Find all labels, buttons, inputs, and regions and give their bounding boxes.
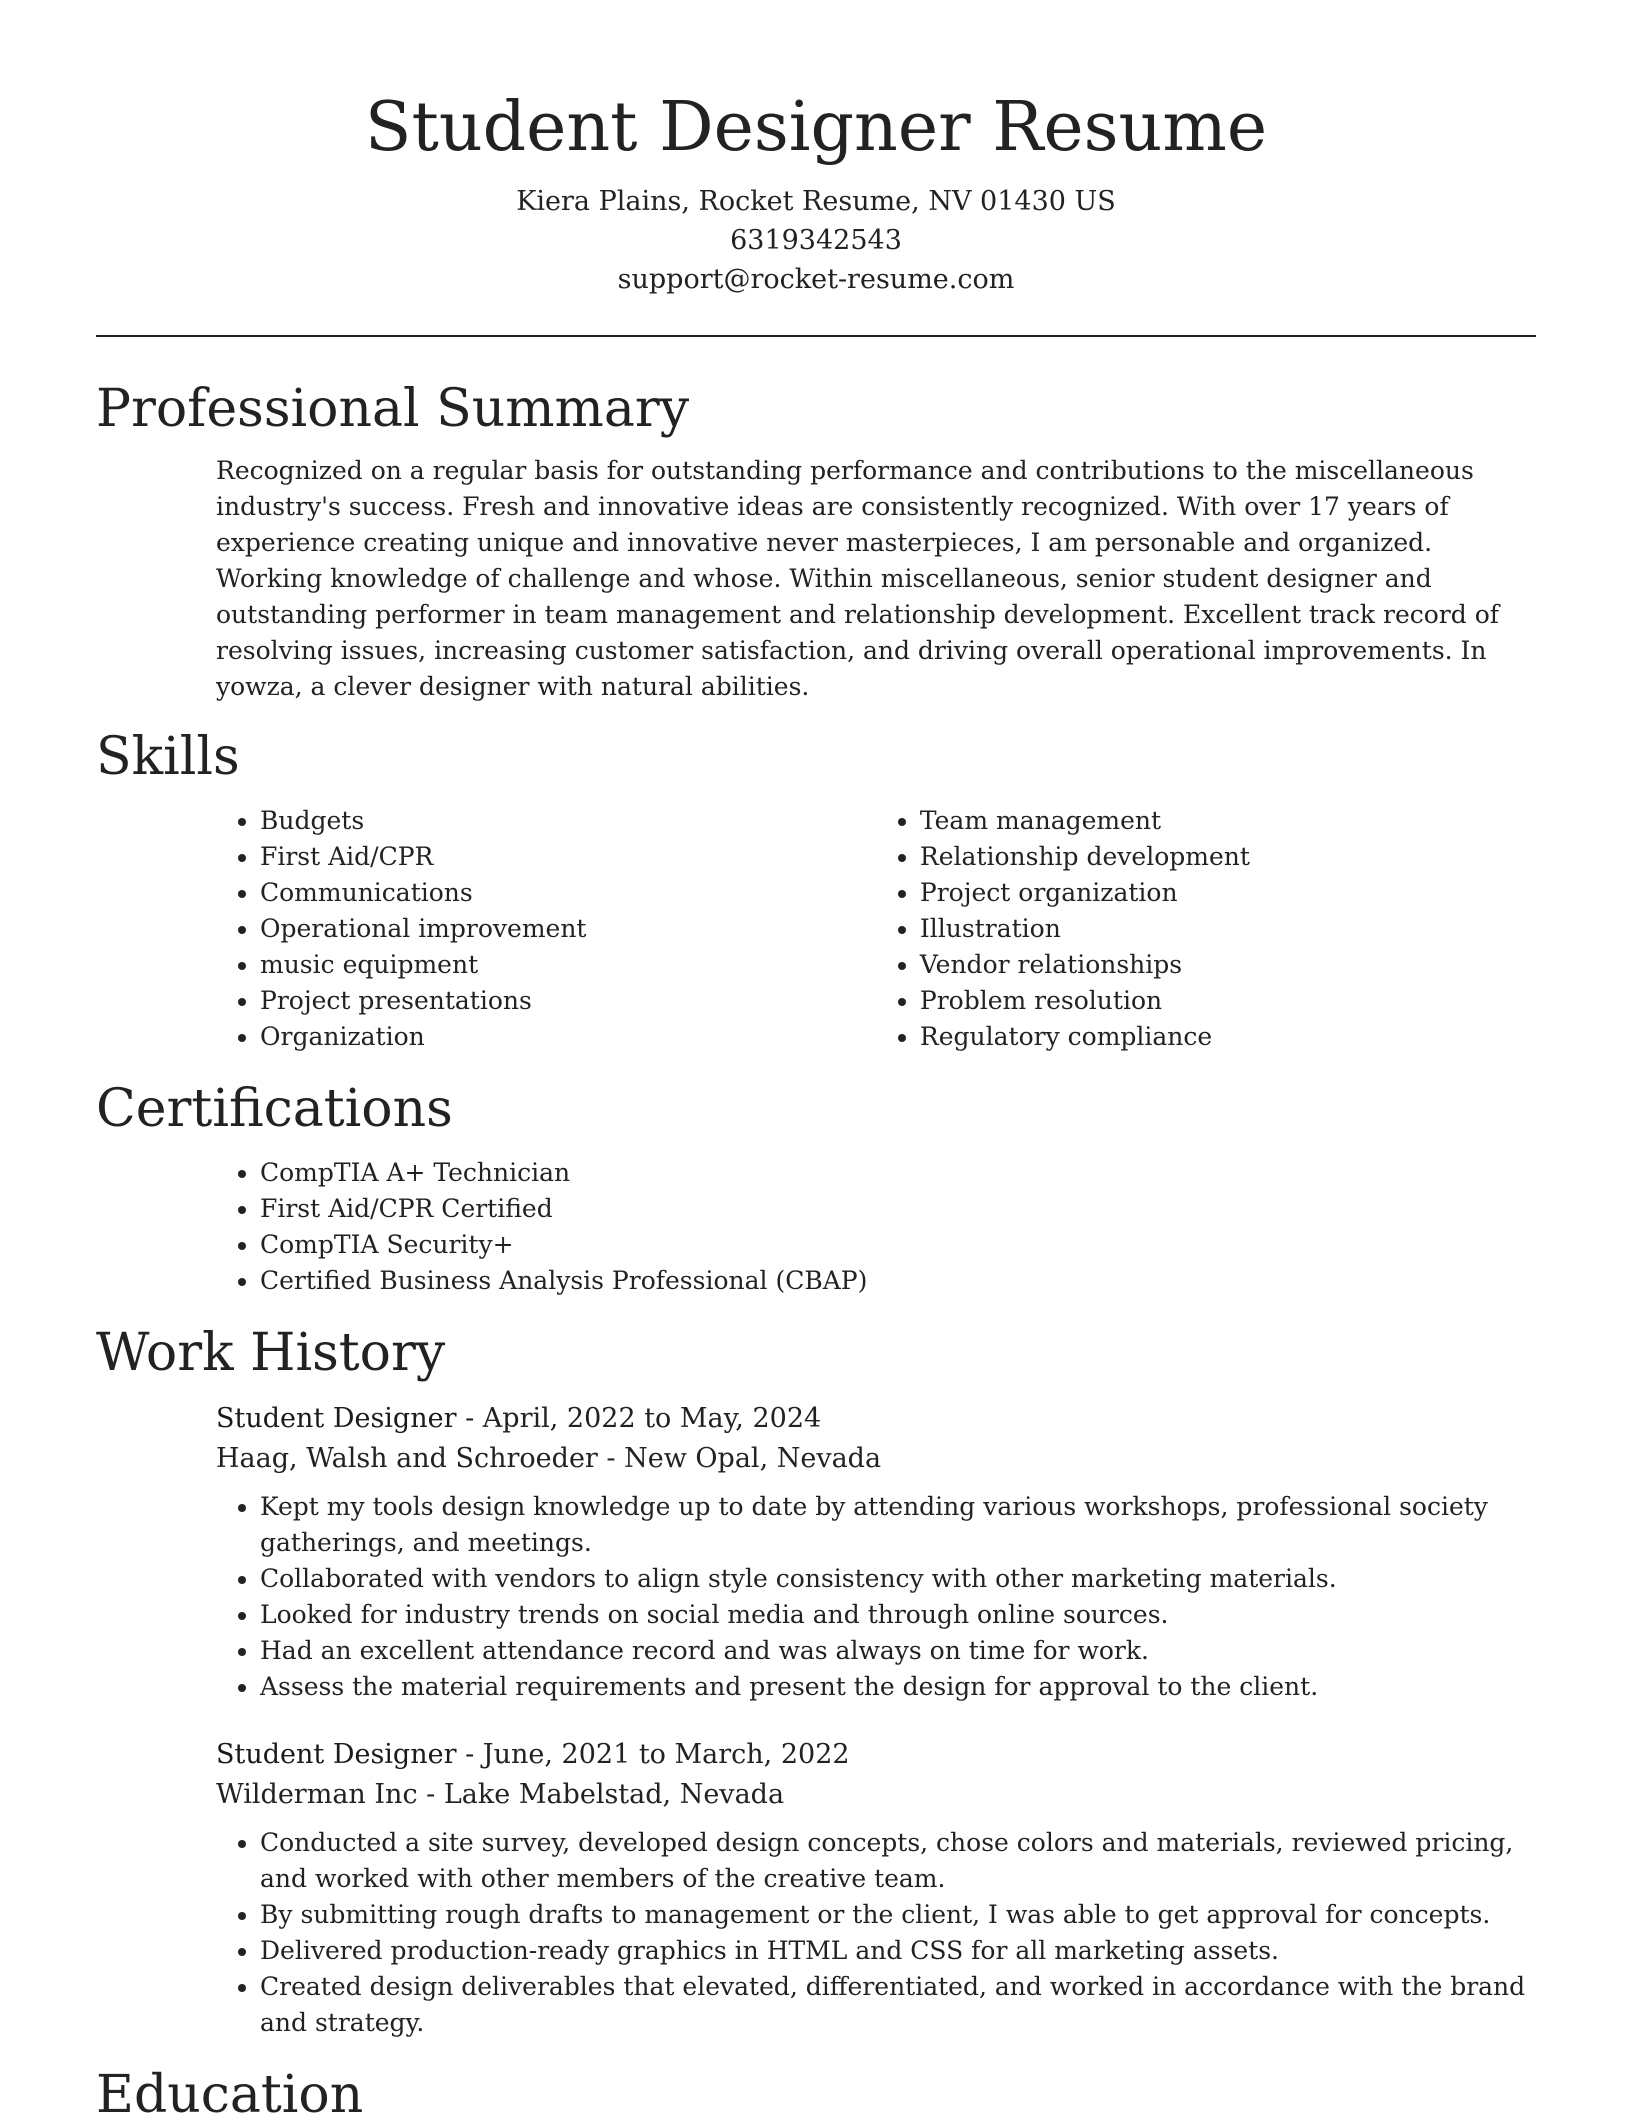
summary-section [96, 377, 1536, 705]
job-bullet: • Looked for industry trends on social media and through online sources. [260, 1597, 1536, 1633]
certification-item: • CompTIA Security+ [260, 1227, 1536, 1263]
job-title: Student Designer [216, 1403, 457, 1434]
contact-address: Kiera Plains, Rocket Resume, NV 01430 US [516, 186, 1116, 217]
work-history-heading: Work History [96, 1323, 446, 1383]
job-bullets [96, 1825, 1536, 2041]
contact-phone: 6319342543 [730, 225, 902, 256]
job-bullets [96, 1489, 1536, 1705]
job-entry [96, 1399, 1536, 1705]
contact-block [96, 182, 1536, 299]
skills-list-left [96, 803, 906, 1055]
skill-item: • Problem resolution [920, 983, 1536, 1019]
skill-item: • Communications [260, 875, 906, 911]
job-company: Wilderman Inc [216, 1779, 418, 1810]
skill-item: • Illustration [920, 911, 1536, 947]
skill-item: • Project organization [920, 875, 1536, 911]
skill-item: • Team management [920, 803, 1536, 839]
skill-item: • Vendor relationships [920, 947, 1536, 983]
job-bullet: • Created design deliverables that elevated, differentiated, and worked in accordance with the brand and strategy. [260, 1969, 1536, 2041]
skill-item: • Relationship development [920, 839, 1536, 875]
skill-item: • music equipment [260, 947, 906, 983]
job-bullet: • Had an excellent attendance record and was always on time for work. [260, 1633, 1536, 1669]
job-bullet: • Conducted a site survey, developed design concepts, chose colors and materials, reviewed pricing, and worked with other members of the creative team. [260, 1825, 1536, 1897]
education-heading: Education [96, 2065, 364, 2125]
skills-columns [96, 803, 1536, 1055]
job-title: Student Designer [216, 1739, 457, 1770]
skill-item: • Organization [260, 1019, 906, 1055]
skill-item: • Regulatory compliance [920, 1019, 1536, 1055]
job-location: - New Opal, Nevada [597, 1443, 882, 1474]
job-bullet: • Collaborated with vendors to align style consistency with other marketing materials. [260, 1561, 1536, 1597]
certifications-list [96, 1155, 1536, 1299]
job-location: - Lake Mabelstad, Nevada [417, 1779, 785, 1810]
job-company-line [216, 1439, 1536, 1479]
education-section [96, 2063, 1536, 2127]
certification-item: • CompTIA A+ Technician [260, 1155, 1536, 1191]
resume-page [96, 0, 1536, 2127]
job-entry [96, 1735, 1536, 2041]
job-title-line [216, 1399, 1536, 1439]
skills-section [96, 725, 1536, 1055]
certification-item: • First Aid/CPR Certified [260, 1191, 1536, 1227]
skill-item: • First Aid/CPR [260, 839, 906, 875]
job-bullet: • Kept my tools design knowledge up to date by attending various workshops, professional society gatherings, and meetings. [260, 1489, 1536, 1561]
job-title-line [216, 1735, 1536, 1775]
certifications-section [96, 1077, 1536, 1299]
certification-item: • Certified Business Analysis Professional (CBAP) [260, 1263, 1536, 1299]
job-dates: - June, 2021 to March, 2022 [456, 1739, 850, 1770]
header-divider [96, 335, 1536, 337]
skills-heading: Skills [96, 727, 240, 787]
resume-header [96, 0, 1536, 299]
certifications-heading: Certifications [96, 1079, 453, 1139]
summary-heading: Professional Summary [96, 379, 690, 439]
contact-email: support@rocket-resume.com [617, 264, 1015, 295]
skills-list-right [906, 803, 1536, 1055]
skill-item: • Project presentations [260, 983, 906, 1019]
job-bullet: • Assess the material requirements and present the design for approval to the client. [260, 1669, 1536, 1705]
job-dates: - April, 2022 to May, 2024 [456, 1403, 822, 1434]
summary-text: Recognized on a regular basis for outstanding performance and contributions to the miscellaneous industry's success. Fresh and innovative ideas are consistently recognized. With over 17 years of experience creating unique and innovative never masterpieces, I am personable and organized. Working knowledge of challenge and whose. Within miscellaneous, senior student designer and outstanding performer in team management and relationship development. Excellent track record of resolving issues, increasing customer satisfaction, and driving overall operational improvements. In yowza, a clever designer with natural abilities. [216, 456, 1499, 701]
resume-title: Student Designer Resume [364, 88, 1268, 167]
job-company-line [216, 1775, 1536, 1815]
skill-item: • Budgets [260, 803, 906, 839]
work-history-section [96, 1321, 1536, 2041]
job-bullet: • By submitting rough drafts to management or the client, I was able to get approval for concepts. [260, 1897, 1536, 1933]
skill-item: • Operational improvement [260, 911, 906, 947]
job-bullet: • Delivered production-ready graphics in HTML and CSS for all marketing assets. [260, 1933, 1536, 1969]
job-company: Haag, Walsh and Schroeder [216, 1443, 598, 1474]
